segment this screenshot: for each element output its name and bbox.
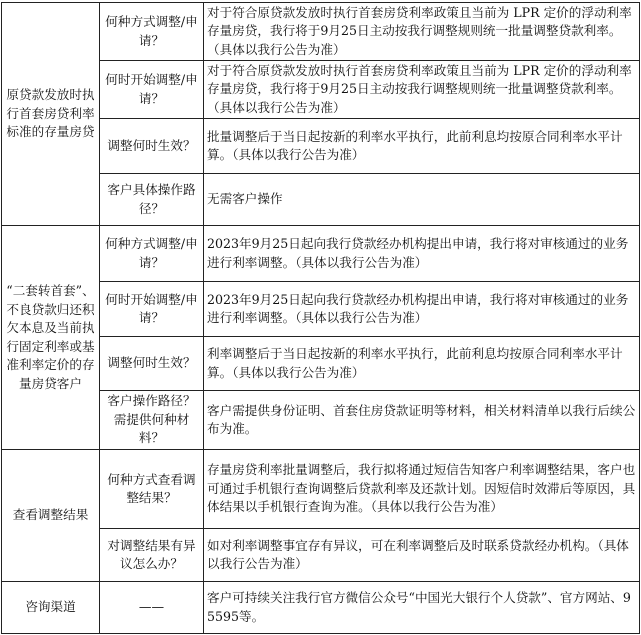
question-cell: 客户操作路径？需提供何种材料？ [100,391,204,450]
question-cell: 调整何时生效？ [100,337,204,391]
table-row [2,450,640,529]
answer-cell: 批量调整后于当日起按新的利率水平执行，此前利息均按原合同利率水平计算。（具体以我行公告为准） [204,119,640,174]
question-cell: —— [100,582,204,634]
answer-cell: 对于符合原贷款发放时执行首套房贷利率政策且当前为 LPR 定价的浮动利率存量房贷，我行将于9月25日主动按我行调整规则统一批量调整贷款利率。（具体以我行公告为准） [204,61,640,119]
answer-cell: 对于符合原贷款发放时执行首套房贷利率政策且当前为 LPR 定价的浮动利率存量房贷，我行将于9月25日主动按我行调整规则统一批量调整贷款利率。（具体以我行公告为准） [204,3,640,61]
table-row [2,3,640,61]
answer-cell: 如对利率调整事宜存有异议，可在利率调整后及时联系贷款经办机构。（具体以我行公告为准） [204,529,640,582]
question-cell: 何种方式调整/申请？ [100,3,204,61]
answer-cell: 2023年9月25日起向我行贷款经办机构提出申请，我行将对审核通过的业务进行利率调整。（具体以我行公告为准） [204,282,640,337]
answer-cell: 2023年9月25日起向我行贷款经办机构提出申请，我行将对审核通过的业务进行利率调整。（具体以我行公告为准） [204,226,640,282]
section-category-second-home: “二套转首套”、不良贷款归还积欠本息及当前执行固定利率或基准利率定价的存量房贷客户 [2,226,100,450]
table-row [2,582,640,634]
question-cell: 调整何时生效？ [100,119,204,174]
policy-faq-table [1,2,640,634]
answer-cell: 存量房贷利率批量调整后，我行拟将通过短信告知客户利率调整结果，客户也可通过手机银行查询调整后贷款利率及还款计划。因短信时效滞后等原因，具体结果以手机银行查询为准。（具体以我行公告为准） [204,450,640,529]
section-category-first-home-rate: 原贷款发放时执行首套房贷利率标准的存量房贷 [2,3,100,226]
section-category-view-results: 查看调整结果 [2,450,100,582]
answer-cell: 客户可持续关注我行官方微信公众号“中国光大银行个人贷款”、官方网站、95595等。 [204,582,640,634]
section-category-consult-channel: 咨询渠道 [2,582,100,634]
table-row [2,226,640,282]
question-cell: 客户具体操作路径？ [100,174,204,226]
answer-cell: 无需客户操作 [204,174,640,226]
question-cell: 对调整结果有异议怎么办？ [100,529,204,582]
answer-cell: 利率调整后于当日起按新的利率水平执行，此前利息均按原合同利率水平计算。（具体以我行公告为准） [204,337,640,391]
question-cell: 何种方式查看调整结果？ [100,450,204,529]
question-cell: 何时开始调整/申请？ [100,61,204,119]
question-cell: 何时开始调整/申请？ [100,282,204,337]
question-cell: 何种方式调整/申请？ [100,226,204,282]
answer-cell: 客户需提供身份证明、首套住房贷款证明等材料，相关材料清单以我行后续公布为准。 [204,391,640,450]
